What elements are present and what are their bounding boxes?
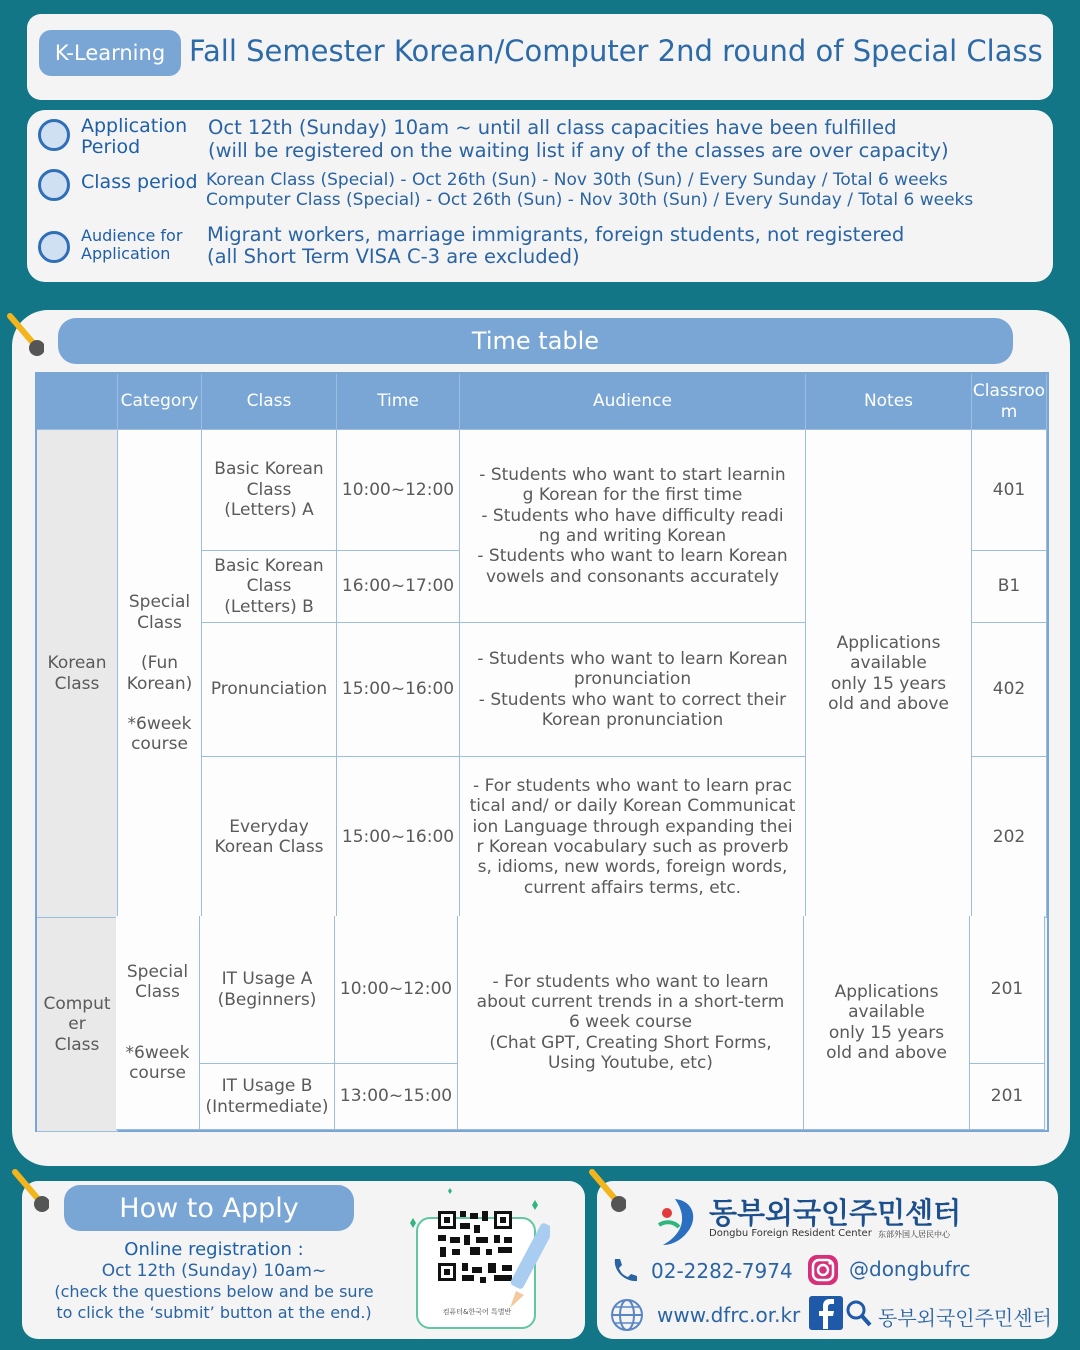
room-it-usage-a: 201 [970, 916, 1045, 1064]
bullet-dot-icon [38, 119, 70, 151]
room-basic-korean-a: 401 [972, 430, 1047, 551]
apply-note-line1: (check the questions below and be sure [54, 1282, 374, 1301]
k-learning-tag: K-Learning [39, 30, 181, 76]
header-class: Class [202, 374, 337, 430]
audience-label: Audience for Application [81, 226, 183, 263]
room-everyday-korean: 202 [972, 757, 1047, 918]
globe-icon [609, 1297, 645, 1333]
header-time: Time [337, 374, 460, 430]
audience-pronunciation: - Students who want to learn Korean pronunciation - Students who want to correct their Korean pronunciation [460, 623, 806, 757]
header-category: Category [118, 374, 202, 430]
facebook-icon [808, 1295, 844, 1331]
center-name-chinese: 东部外国人居民中心 [878, 1230, 950, 1239]
time-it-usage-b: 13:00~15:00 [335, 1064, 458, 1130]
instagram-handle[interactable]: @dongbufrc [849, 1257, 971, 1281]
registration-date: Oct 12th (Sunday) 10am~ [101, 1261, 327, 1281]
time-pronunciation: 15:00~16:00 [337, 623, 460, 757]
computer-category: Special Class *6week course [116, 916, 200, 1130]
header-audience: Audience [460, 374, 806, 430]
instagram-icon [806, 1253, 840, 1287]
computer-section [37, 916, 1047, 1130]
apply-note-line2: to click the ‘submit’ button at the end.) [56, 1303, 372, 1322]
pin-icon [586, 1168, 626, 1213]
qr-caption: 컴퓨터&한국어 특별반 [442, 1308, 512, 1316]
website-url[interactable]: www.dfrc.or.kr [657, 1303, 801, 1327]
online-registration-label: Online registration : [124, 1239, 304, 1260]
audience-everyday-korean: - For students who want to learn prac tical and/ or daily Korean Communicat ion Language through expanding thei r Korean vocabulary such as proverb s, idioms, new words, foreign words, current affairs terms, etc. [460, 757, 806, 918]
center-name-korean: 동부외국인주민센터 [709, 1196, 962, 1230]
class-it-usage-a: IT Usage A (Beginners) [200, 916, 335, 1064]
audience-text: Migrant workers, marriage immigrants, foreign students, not registered (all Short Term VISA C-3 are excluded) [207, 223, 905, 268]
how-to-apply-title: How to Apply [64, 1185, 354, 1231]
center-logo-icon [655, 1191, 707, 1247]
class-pronunciation: Pronunciation [202, 623, 337, 757]
timetable-title: Time table [58, 318, 1013, 364]
qr-code-block[interactable] [400, 1183, 550, 1333]
header-blank [37, 374, 118, 430]
contact-card [597, 1181, 1058, 1339]
korean-category: Special Class (Fun Korean) *6week course [118, 430, 202, 918]
time-basic-korean-a: 10:00~12:00 [337, 430, 460, 551]
page-title: Fall Semester Korean/Computer 2nd round of Special Class [189, 34, 1043, 68]
bullet-dot-icon [38, 169, 70, 201]
info-card [27, 110, 1053, 282]
class-it-usage-b: IT Usage B (Intermediate) [200, 1064, 335, 1130]
time-basic-korean-b: 16:00~17:00 [337, 551, 460, 623]
center-name-english: Dongbu Foreign Resident Center [709, 1228, 872, 1239]
application-period-label: Application Period [81, 115, 188, 158]
how-to-apply-card [22, 1181, 585, 1339]
class-basic-korean-b: Basic Korean Class (Letters) B [202, 551, 337, 623]
header-classroom: Classroo m [972, 374, 1047, 430]
header-notes: Notes [806, 374, 972, 430]
class-everyday-korean: Everyday Korean Class [202, 757, 337, 918]
korean-class-group: Korean Class [37, 430, 118, 918]
time-it-usage-a: 10:00~12:00 [335, 916, 458, 1064]
audience-computer: - For students who want to learn about current trends in a short-term 6 week course (Chat GPT, Creating Short Forms, Using Youtube, etc) [458, 916, 804, 1130]
class-period-text: Korean Class (Special) - Oct 26th (Sun) - Nov 30th (Sun) / Every Sunday / Total 6 weeks Computer Class (Special) - Oct 26th (Sun) - Nov 30th (Sun) / Every Sunday / Total 6 weeks [206, 170, 974, 210]
room-it-usage-b: 201 [970, 1064, 1045, 1130]
audience-basic-korean: - Students who want to start learnin g Korean for the first time - Students who have difficulty readi ng and writing Korean - Students who want to learn Korean vowels and consonants accurately [460, 430, 806, 623]
pin-icon [4, 312, 44, 357]
search-icon [846, 1300, 872, 1328]
application-period-text: Oct 12th (Sunday) 10am ~ until all class capacities have been fulfilled (will be registered on the waiting list if any of the classes are over capacity) [208, 116, 949, 163]
room-pronunciation: 402 [972, 623, 1047, 757]
room-basic-korean-b: B1 [972, 551, 1047, 623]
time-everyday-korean: 15:00~16:00 [337, 757, 460, 918]
class-period-label: Class period [81, 171, 198, 193]
phone-number[interactable]: 02-2282-7974 [651, 1259, 793, 1283]
class-basic-korean-a: Basic Korean Class (Letters) A [202, 430, 337, 551]
bullet-dot-icon [38, 231, 70, 263]
computer-class-group: Comput er Class [37, 918, 118, 1132]
pin-icon [9, 1168, 49, 1213]
computer-notes: Applications available only 15 years old and above [804, 916, 970, 1130]
korean-notes: Applications available only 15 years old and above [806, 430, 972, 918]
facebook-search-text[interactable]: 동부외국인주민센터 [878, 1306, 1052, 1330]
header-card [27, 14, 1053, 100]
phone-icon [609, 1255, 639, 1285]
